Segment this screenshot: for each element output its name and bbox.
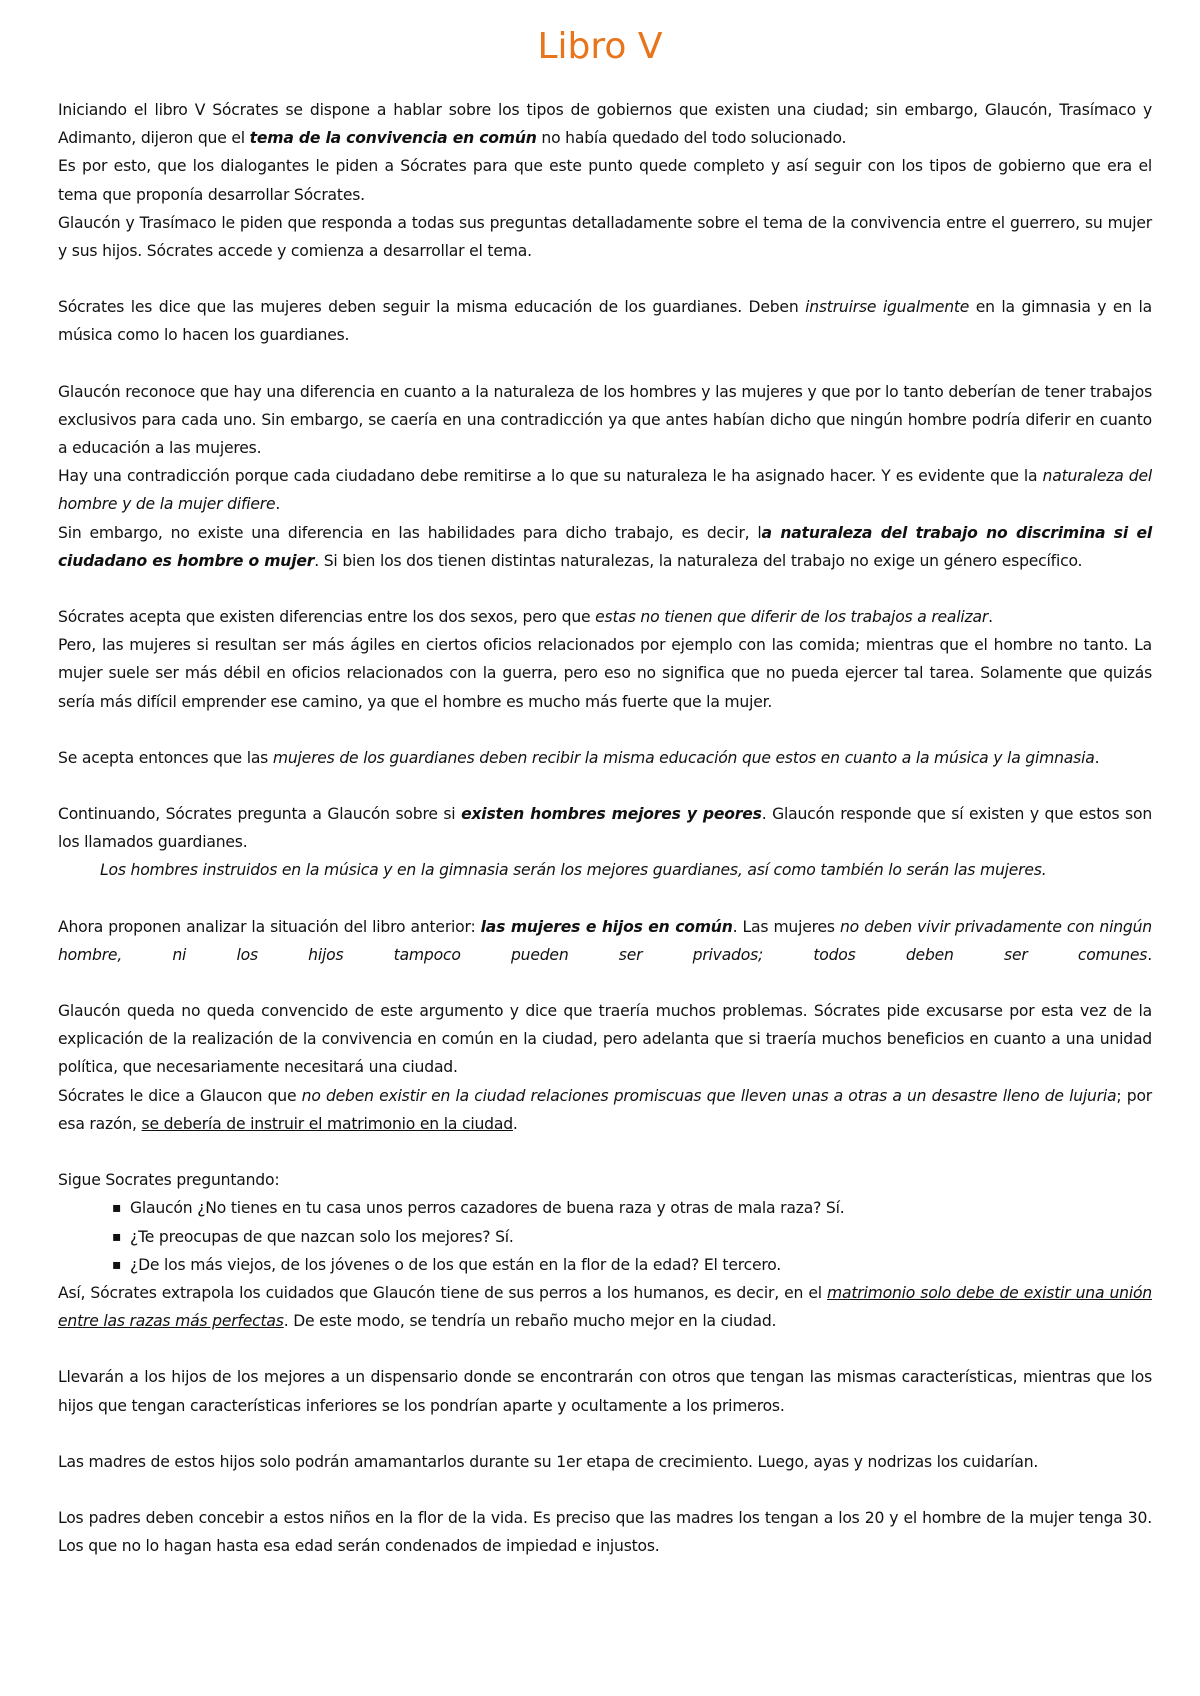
emphasis: no deben vivir privadamente con ningún hombre, ni los hijos tampoco pueden ser privados; todos deben ser comunes [58,917,1152,964]
paragraph-19: Las madres de estos hijos solo podrán amamantarlos durante su 1er etapa de crecimiento. Luego, ayas y nodrizas los cuidarían. [58,1452,1039,1471]
paragraph-20: Los padres deben concebir a estos niños en la flor de la vida. Es preciso que las madres los tengan a los 20 y el hombre de la mujer tenga 30. Los que no lo hagan hasta esa edad serán condenados de impiedad e injustos. [58,1508,1152,1556]
underlined-emphasis: matrimonio solo debe de existir una unión entre las razas más perfectas [58,1283,1152,1331]
list-item: ▪ ¿De los más viejos, de los jóvenes o de los que están en la flor de la edad? El tercero. [130,1251,1152,1279]
text: . [1094,748,1100,767]
paragraph-7 [58,519,1152,575]
underlined-text: se debería de instruir el matrimonio en la ciudad [141,1114,513,1133]
emphasis: mujeres de los guardianes deben recibir la misma educación que estos en cuanto a la música y la gimnasia [272,748,1095,767]
text: . Las mujeres [732,917,840,936]
paragraph-14: Glaucón queda no queda convencido de este argumento y dice que traería muchos problemas. Sócrates pide excusarse por esta vez de la explicación de la realización de la convivencia en común en la ciudad, pero adelanta que si traería muchos beneficios en cuanto a una unidad política, que necesariamente necesitará una ciudad. [58,1002,1152,1077]
emphasis: tema de la convivencia en común [249,129,537,148]
text: . Glaucón responde que sí existen y que estos son los llamados guardianes. [58,805,1153,852]
text: ; por esa razón, [58,1086,1153,1133]
paragraph-3: Glaucón y Trasímaco le piden que responda a todas sus preguntas detalladamente sobre el tema de la convivencia entre el guerrero, su mujer y sus hijos. Sócrates accede y comienza a desarrollar el tema. [58,213,1152,261]
paragraph-18: Llevarán a los hijos de los mejores a un dispensario donde se encontrarán con otros que tengan las mismas características, mientras que los hijos que tengan características inferiores se los pondrían aparte y ocultamente a los primeros. [58,1368,1152,1415]
paragraph-6 [58,462,1152,518]
paragraph-11 [58,800,1152,856]
text: . [275,495,281,514]
text: . De este modo, se tendría un rebaño mucho mejor en la ciudad. [283,1312,777,1331]
paragraph-4 [58,293,1152,349]
paragraph-8 [58,603,1152,631]
text: Sócrates les dice que las mujeres deben seguir la misma educación de los guardianes. Deben [58,298,806,317]
paragraph-16: Sigue Socrates preguntando: [58,1171,280,1190]
document-body [58,96,1152,1560]
emphasis: naturaleza del hombre y de la mujer difiere [58,467,1152,514]
text: Hay una contradicción porque cada ciudadano debe remitirse a lo que su naturaleza le ha asignado hacer. Y es evidente que la [58,467,1043,486]
emphasis: a naturaleza del trabajo no discrimina si el ciudadano es hombre o mujer [58,523,1153,570]
text: . Si bien los dos tienen distintas naturalezas, la naturaleza del trabajo no exige un género específico. [314,551,1083,570]
text: Sin embargo, no existe una diferencia en las habilidades para dicho trabajo, es decir, l [58,523,762,542]
paragraph-17 [58,1279,1152,1335]
text: . [512,1114,518,1133]
list-item: ▪ ¿Te preocupas de que nazcan solo los mejores? Sí. [130,1223,1152,1251]
paragraph-12 [58,856,1152,884]
emphasis: instruirse igualmente [805,298,970,317]
paragraph-13 [58,913,1152,969]
text: . [1147,945,1152,964]
paragraph-1 [58,96,1152,152]
emphasis: no deben existir en la ciudad relaciones promiscuas que lleven unas a otras a un desastre lleno de lujuria [301,1086,1117,1105]
emphasis: estas no tienen que diferir de los trabajos a realizar [595,608,989,627]
emphasis: Los hombres instruidos en la música y en la gimnasia serán los mejores guardianes, así como también lo serán las mujeres. [100,861,1047,880]
text: Iniciando el libro V Sócrates se dispone a hablar sobre los tipos de gobiernos que existen una ciudad; sin embargo, Glaucón, Trasímaco y Adimanto, dijeron que el [58,101,1152,148]
emphasis: existen hombres mejores y peores [461,805,762,824]
text: Continuando, Sócrates pregunta a Glaucón sobre si [58,805,462,824]
text: Se acepta entonces que las [58,748,273,767]
bullet-list [58,1194,1152,1279]
text: Sócrates le dice a Glaucon que [58,1086,302,1105]
paragraph-2: Es por esto, que los dialogantes le piden a Sócrates para que este punto quede completo y así seguir con los tipos de gobierno que era el tema que proponía desarrollar Sócrates. [58,157,1152,204]
paragraph-10 [58,744,1152,772]
paragraph-15 [58,1082,1152,1138]
paragraph-5: Glaucón reconoce que hay una diferencia en cuanto a la naturaleza de los hombres y las mujeres y que por lo tanto deberían de tener trabajos exclusivos para cada uno. Sin embargo, se caería en una contradicción ya que antes habían dicho que ningún hombre podría diferir en cuanto a educación a las mujeres. [58,382,1152,458]
text: . [988,608,993,627]
text: Ahora proponen analizar la situación del libro anterior: [58,917,481,936]
text: Así, Sócrates extrapola los cuidados que Glaucón tiene de sus perros a los humanos, es decir, en el [58,1283,828,1302]
emphasis: las mujeres e hijos en común [480,917,733,936]
paragraph-9: Pero, las mujeres si resultan ser más ágiles en ciertos oficios relacionados por ejemplo con las comida; mientras que el hombre no tanto. La mujer suele ser más débil en oficios relacionados con la guerra, pero eso no significa que no pueda ejercer tal tarea. Solamente que quizás sería más difícil emprender ese camino, ya que el hombre es mucho más fuerte que la mujer. [58,636,1152,711]
text: Sócrates acepta que existen diferencias entre los dos sexos, pero que [58,608,596,627]
page-title: Libro V [537,26,663,67]
text: no había quedado del todo solucionado. [536,129,847,148]
text: en la gimnasia y en la música como lo hacen los guardianes. [58,298,1152,345]
list-item: ▪ Glaucón ¿No tienes en tu casa unos perros cazadores de buena raza y otras de mala raza? Sí. [130,1194,1152,1222]
